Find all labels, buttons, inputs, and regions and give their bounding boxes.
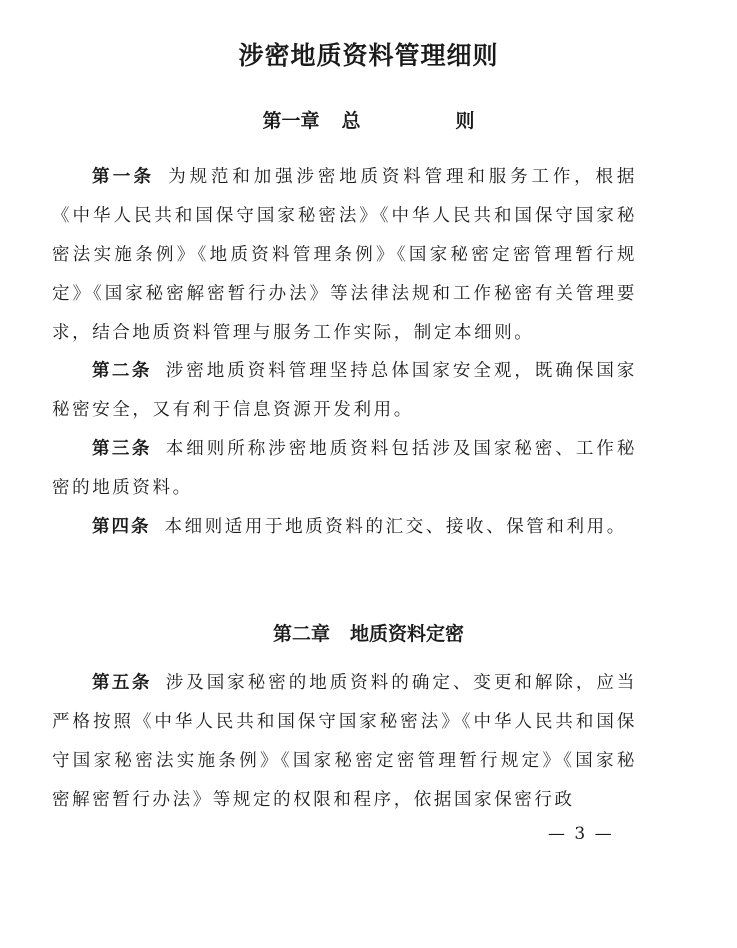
chapter-heading-2 (0, 619, 737, 646)
article-label: 第一条 (92, 167, 155, 187)
document-title: 涉密地质资料管理细则 (238, 41, 499, 70)
article-text: 涉密地质资料管理坚持总体国家安全观，既确保国家秘密安全，又有利于信息资源开发利用。 (52, 361, 637, 420)
article-label: 第三条 (92, 439, 152, 459)
article-text: 本细则适用于地质资料的汇交、接收、保管和利用。 (164, 517, 627, 537)
article-paragraph (52, 508, 637, 547)
article-text: 本细则所称涉密地质资料包括涉及国家秘密、工作秘密的地质资料。 (52, 439, 637, 498)
chapter-heading-1 (0, 106, 737, 133)
article-label: 第二条 (92, 361, 152, 381)
chapter-name: 地质资料定密 (350, 623, 465, 645)
article-label: 第五条 (92, 673, 152, 693)
chapter-name: 总 则 (341, 110, 513, 132)
article-paragraph (52, 430, 637, 508)
article-text: 涉及国家秘密的地质资料的确定、变更和解除，应当严格按照《中华人民共和国保守国家秘密法》《中华人民共和国保守国家秘密法实施条例》《国家秘密定密管理暂行规定》《国家秘密解密暂行办法》等规定的权限和程序，依据国家保密行政 (52, 673, 637, 810)
article-label: 第四条 (92, 517, 151, 537)
article-paragraph (52, 158, 637, 353)
chapter-number: 第二章 (272, 623, 330, 645)
article-paragraph (52, 352, 637, 430)
article-text: 为规范和加强涉密地质资料管理和服务工作，根据《中华人民共和国保守国家秘密法》《中华人民共和国保守国家秘密法实施条例》《地质资料管理条例》《国家秘密定密管理暂行规定》《国家秘密解密暂行办法》等法律法规和工作秘密有关管理要求，结合地质资料管理与服务工作实际，制定本细则。 (52, 167, 638, 343)
chapter-number: 第一章 (262, 110, 320, 132)
page-number: — 3 — (548, 824, 614, 844)
article-paragraph (52, 664, 637, 820)
